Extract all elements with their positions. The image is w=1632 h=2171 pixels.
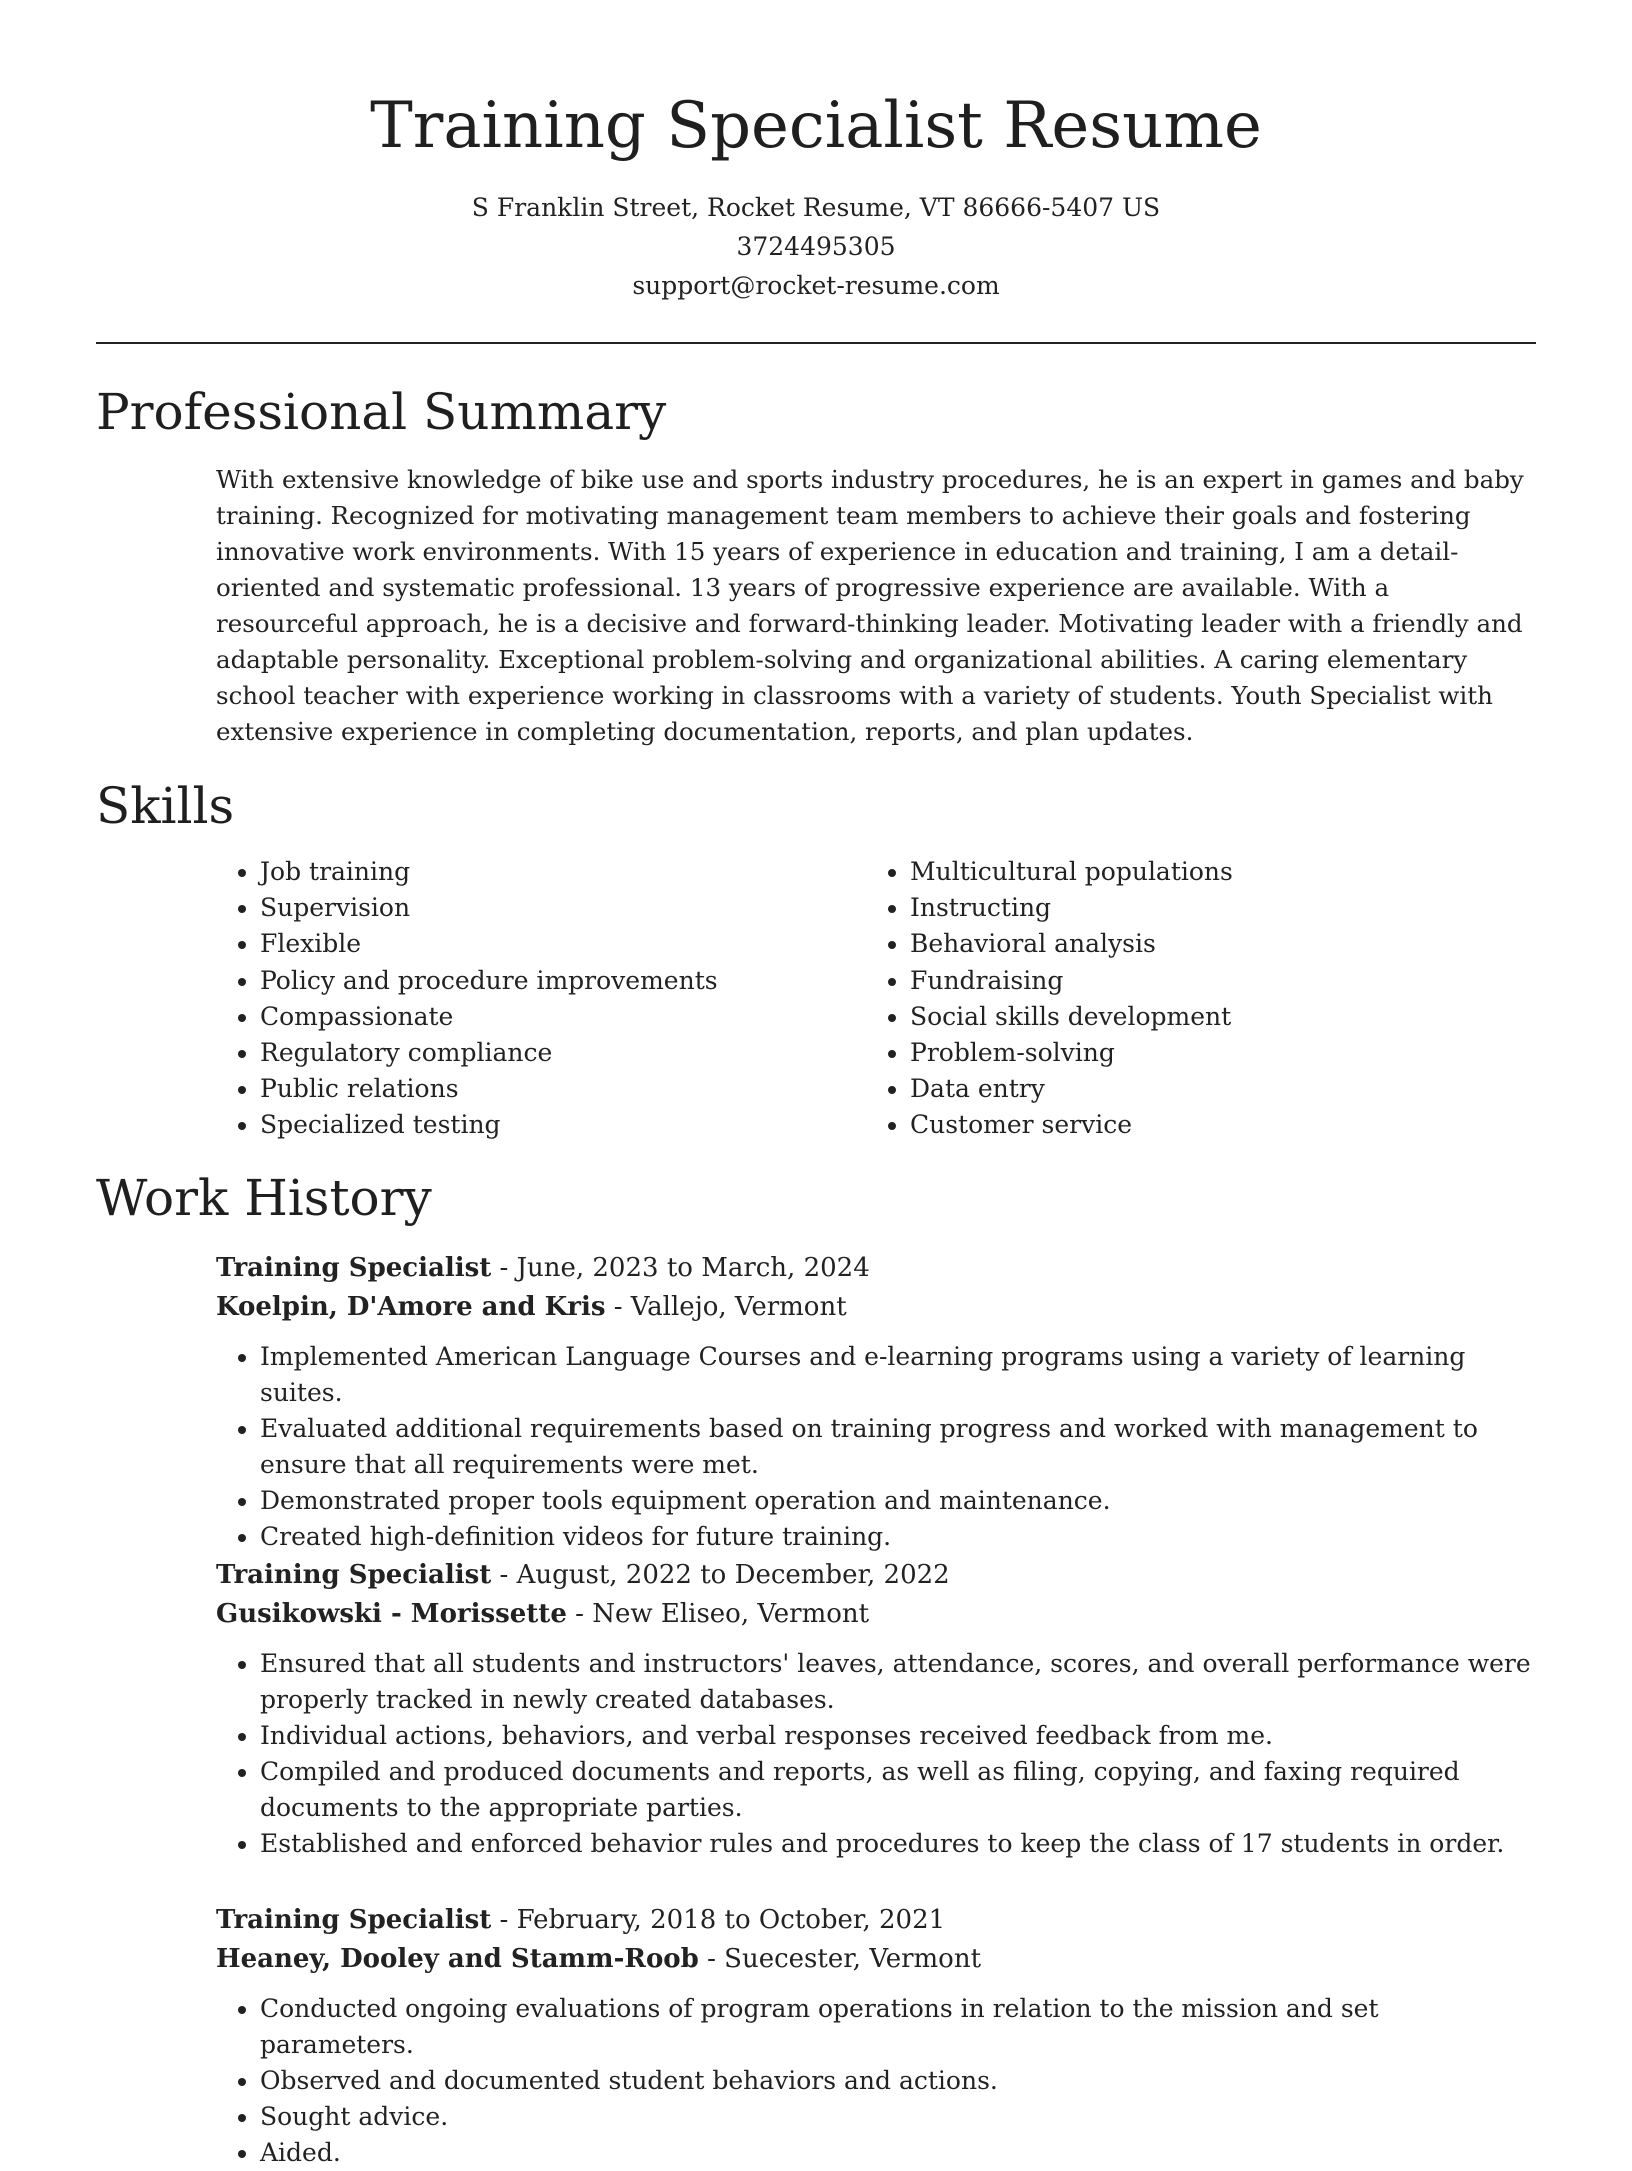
skill-item: • Specialized testing — [260, 1107, 860, 1143]
job-duty: • Individual actions, behaviors, and verbal responses received feedback from me. — [260, 1718, 1536, 1754]
skills-list-left — [216, 854, 860, 1144]
skills-heading: Skills — [96, 777, 235, 835]
job-title: Training Specialist — [216, 1905, 492, 1935]
skill-item: • Instructing — [910, 890, 1550, 926]
contact-info — [96, 188, 1536, 305]
skill-item: • Job training — [260, 854, 860, 890]
skill-item: • Flexible — [260, 926, 860, 962]
job-duty: • Observed and documented student behaviors and actions. — [260, 2063, 1536, 2099]
job-duty: • Conducted ongoing evaluations of program operations in relation to the mission and set parameters. — [260, 1991, 1536, 2063]
job-title: Training Specialist — [216, 1253, 492, 1283]
skill-item: • Behavioral analysis — [910, 926, 1550, 962]
skill-item: • Problem-solving — [910, 1035, 1550, 1071]
email: support@rocket-resume.com — [632, 271, 1000, 300]
skill-item: • Public relations — [260, 1071, 860, 1107]
job-title-line — [216, 1556, 1536, 1595]
job-company: Koelpin, D'Amore and Kris — [216, 1292, 606, 1322]
job-duty: • Compiled and produced documents and reports, as well as filing, copying, and faxing required documents to the appropriate parties. — [260, 1754, 1536, 1826]
job-duty: • Aided. — [260, 2135, 1536, 2171]
job-company: Heaney, Dooley and Stamm-Roob — [216, 1944, 699, 1974]
job-location: - Suecester, Vermont — [698, 1944, 982, 1974]
job-company-line — [216, 1595, 1536, 1634]
job-dates: - February, 2018 to October, 2021 — [491, 1905, 946, 1935]
skill-item: • Data entry — [910, 1071, 1550, 1107]
job-location: - New Eliseo, Vermont — [566, 1599, 870, 1629]
job-company-line — [216, 1940, 1536, 1979]
job-duty: • Sought advice. — [260, 2099, 1536, 2135]
job-dates: - August, 2022 to December, 2022 — [491, 1560, 950, 1590]
job-title-line — [216, 1901, 1536, 1940]
address: S Franklin Street, Rocket Resume, VT 86666-5407 US — [471, 193, 1161, 222]
skill-item: • Regulatory compliance — [260, 1035, 860, 1071]
job-title: Training Specialist — [216, 1560, 492, 1590]
resume-header — [96, 84, 1536, 305]
skill-item: • Customer service — [910, 1107, 1550, 1143]
skill-item: • Social skills development — [910, 999, 1550, 1035]
skill-item: • Supervision — [260, 890, 860, 926]
skill-item: • Multicultural populations — [910, 854, 1550, 890]
job-duty: • Ensured that all students and instructors' leaves, attendance, scores, and overall performance were properly tracked in newly created databases. — [260, 1646, 1536, 1718]
job-entry — [216, 1556, 1536, 1862]
job-duties — [216, 1991, 1536, 2171]
job-company: Gusikowski - Morissette — [216, 1599, 567, 1629]
phone: 3724495305 — [736, 232, 896, 261]
skill-item: • Policy and procedure improvements — [260, 963, 860, 999]
job-entry — [216, 1901, 1536, 2171]
summary-text: With extensive knowledge of bike use and sports industry procedures, he is an expert in games and baby training. Recognized for motivating management team members to achieve their goals and fostering innovative work environments. With 15 years of experience in education and training, I am a detail-oriented and systematic professional. 13 years of progressive experience are available. With a resourceful approach, he is a decisive and forward-thinking leader. Motivating leader with a friendly and adaptable personality. Exceptional problem-solving and organizational abilities. A caring elementary school teacher with experience working in classrooms with a variety of students. Youth Specialist with extensive experience in completing documentation, reports, and plan updates. — [216, 465, 1524, 746]
job-title-line — [216, 1249, 1536, 1288]
job-entry — [216, 1249, 1536, 1555]
header-divider — [96, 342, 1536, 344]
work-history-heading: Work History — [96, 1169, 432, 1227]
job-duty: • Created high-definition videos for future training. — [260, 1519, 1536, 1555]
skill-item: • Compassionate — [260, 999, 860, 1035]
job-duties — [216, 1646, 1536, 1862]
job-duty: • Implemented American Language Courses and e-learning programs using a variety of learning suites. — [260, 1339, 1536, 1411]
job-duty: • Established and enforced behavior rules and procedures to keep the class of 17 students in order. — [260, 1826, 1536, 1862]
summary-heading: Professional Summary — [96, 383, 667, 441]
skills-list-right — [866, 854, 1550, 1144]
resume-name: Training Specialist Resume — [370, 89, 1262, 163]
job-duty: • Evaluated additional requirements based on training progress and worked with management to ensure that all requirements were met. — [260, 1411, 1536, 1483]
job-dates: - June, 2023 to March, 2024 — [491, 1253, 870, 1283]
job-duty: • Demonstrated proper tools equipment operation and maintenance. — [260, 1483, 1536, 1519]
job-duties — [216, 1339, 1536, 1555]
job-location: - Vallejo, Vermont — [605, 1292, 847, 1322]
skill-item: • Fundraising — [910, 963, 1550, 999]
job-company-line — [216, 1288, 1536, 1327]
